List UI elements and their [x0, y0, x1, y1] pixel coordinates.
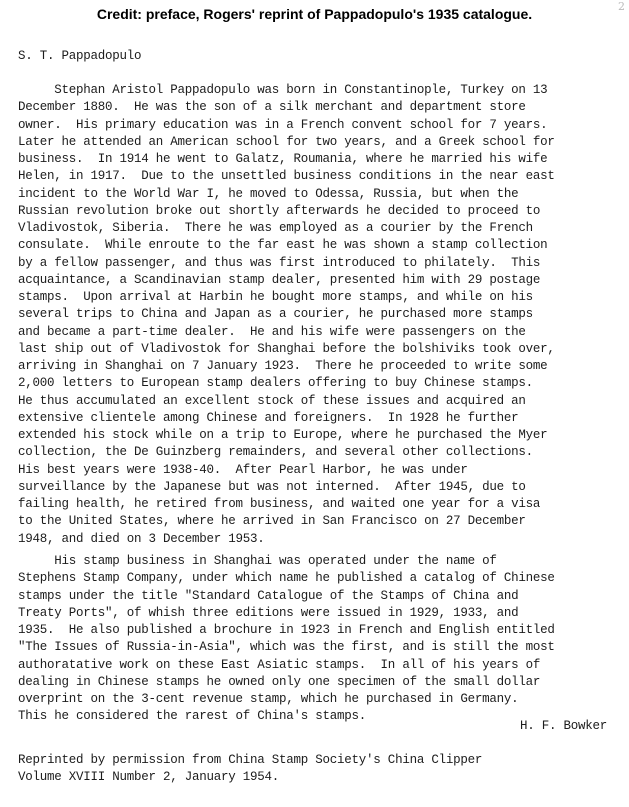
text-line: His best years were 1938-40. After Pearl Harbor, he was under	[18, 462, 468, 477]
text-line: business. In 1914 he went to Galatz, Roumania, where he married his wife	[18, 152, 548, 166]
text-line: dealing in Chinese stamps he owned only one specimen of the small dollar	[18, 674, 541, 689]
text-line: stamps under the title "Standard Catalogue of the Stamps of China and	[18, 588, 519, 603]
text-line: Stephens Stamp Company, under which name he published a catalog of Chinese	[18, 571, 555, 586]
text-line: Later he attended an American school for two years, and a Greek school for	[18, 134, 555, 149]
text-line: extended his stock while on a trip to Europe, where he purchased the Myer	[18, 428, 548, 442]
text-line: stamps. Upon arrival at Harbin he bought more stamps, and while on his	[18, 290, 533, 304]
reprint-notice	[18, 752, 482, 787]
text-line: extensive clientele among Chinese and foreigners. In 1928 he further	[18, 410, 519, 425]
text-line: Volume XVIII Number 2, January 1954.	[18, 770, 280, 785]
text-line: 1948, and died on 3 December 1953.	[18, 531, 265, 546]
text-line: 2,000 letters to European stamp dealers offering to buy Chinese stamps.	[18, 376, 533, 391]
text-line: "The Issues of Russia-in-Asia", which was the first, and is still the most	[18, 640, 555, 655]
text-line: December 1880. He was the son of a silk merchant and department store	[18, 100, 526, 115]
author-signature: H. F. Bowker	[520, 719, 608, 733]
text-line: failing health, he retired from business, and waited one year for a visa	[18, 497, 541, 511]
text-line: Vladivostok, Siberia. There he was employed as a courier by the French	[18, 221, 533, 235]
text-line: surveillance by the Japanese but was not interned. After 1945, due to	[18, 479, 526, 494]
text-line: Helen, in 1917. Due to the unsettled business conditions in the near east	[18, 169, 555, 184]
text-line: overprint on the 3-cent revenue stamp, which he purchased in Germany.	[18, 692, 519, 706]
text-line: 1935. He also published a brochure in 1923 in French and English entitled	[18, 623, 555, 637]
text-line: Reprinted by permission from China Stamp Society's China Clipper	[18, 753, 483, 767]
text-line: Russian revolution broke out shortly afterwards he decided to proceed to	[18, 203, 541, 218]
text-line: acquaintance, a Scandinavian stamp dealer, presented him with 29 postage	[18, 272, 541, 287]
text-line: Treaty Ports", of whish three editions were issued in 1929, 1933, and	[18, 605, 519, 620]
text-line: to the United States, where he arrived in San Francisco on 27 December	[18, 514, 526, 529]
text-line: He thus accumulated an excellent stock of these issues and acquired an	[18, 393, 526, 408]
credit-caption: Credit: preface, Rogers' reprint of Pappadopulo's 1935 catalogue.	[96, 6, 533, 22]
article-heading: S. T. Pappadopulo	[18, 49, 142, 63]
text-line: collection, the De Guinzberg remainders, and several other collections.	[18, 445, 533, 460]
text-line: incident to the World War I, he moved to Odessa, Russia, but when the	[18, 186, 519, 201]
biography-paragraph-1	[18, 82, 555, 548]
biography-paragraph-2	[18, 553, 555, 726]
text-line: authoratative work on these East Asiatic stamps. In all of his years of	[18, 657, 541, 672]
text-line: several trips to China and Japan as a courier, he purchased more stamps	[18, 307, 533, 322]
text-line: consulate. While enroute to the far east he was shown a stamp collection	[18, 238, 548, 253]
text-line: by a fellow passenger, and thus was first introduced to philately. This	[18, 255, 541, 270]
corner-page-mark: 2	[618, 0, 625, 13]
text-line: arriving in Shanghai on 7 January 1923. There he proceeded to write some	[18, 359, 548, 373]
text-line: His stamp business in Shanghai was operated under the name of	[18, 554, 497, 568]
text-line: owner. His primary education was in a French convent school for 7 years.	[18, 117, 548, 132]
text-line: and became a part-time dealer. He and his wife were passengers on the	[18, 324, 526, 339]
text-line: last ship out of Vladivostok for Shanghai before the bolshiviks took over,	[18, 341, 555, 356]
text-line: This he considered the rarest of China's stamps.	[18, 709, 367, 724]
text-line: Stephan Aristol Pappadopulo was born in Constantinople, Turkey on 13	[18, 83, 548, 97]
